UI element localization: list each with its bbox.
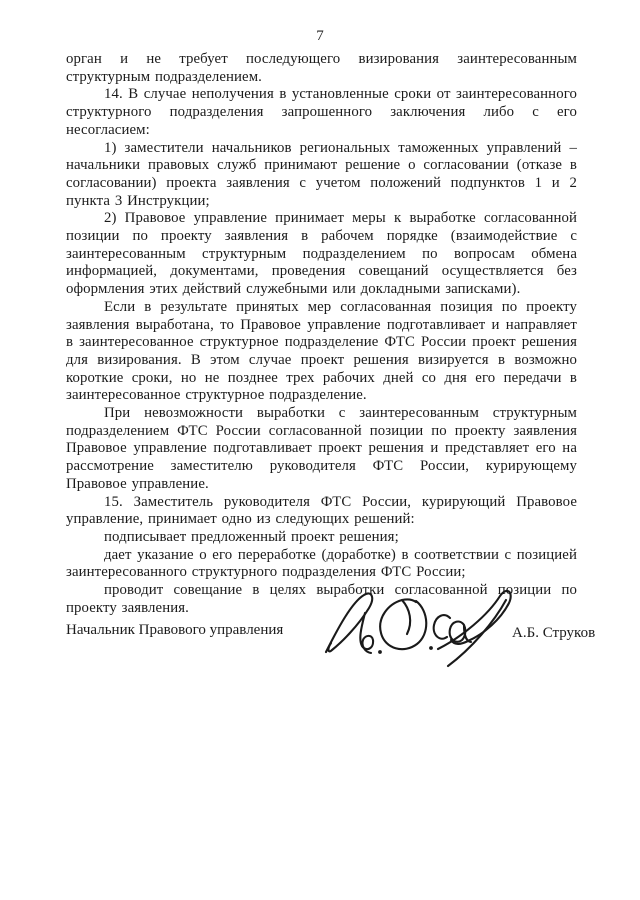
- page-number: 7: [316, 28, 324, 44]
- paragraph: 14. В случае неполучения в установленные сроки от заинтересованного структурного подразделения запрошенного заключения либо с его несогласием:: [66, 86, 577, 138]
- signatory-name: А.Б. Струков: [512, 625, 596, 641]
- signature-icon: [318, 588, 518, 673]
- paragraph: дает указание о его переработке (доработке) в соответствии с позицией заинтересованного структурного подразделения ФТС России;: [66, 546, 577, 581]
- signatory-role: Начальник Правового управления: [66, 622, 284, 638]
- paragraph: 15. Заместитель руководителя ФТС России, курирующий Правовое управление, принимает одно из следующих решений:: [66, 493, 577, 528]
- paragraph: орган и не требует последующего визирования заинтересованным структурным подразделением.: [66, 51, 577, 85]
- paragraph: подписывает предложенный проект решения;: [104, 528, 399, 545]
- paragraph: При невозможности выработки с заинтересованным структурным подразделением ФТС России согласованной позиции по проекту заявления Правовое управление подготавливает проект решения и представляет его на рассмотрение заместителю руководителя ФТС России, курирующему Правовое управление.: [66, 405, 577, 492]
- document-body: [66, 51, 577, 618]
- paragraph: проводит совещание в целях выработки согласованной позиции по проекту заявления.: [66, 582, 577, 616]
- paragraph: 1) заместители начальников региональных таможенных управлений – начальники правовых служб принимают решение о согласовании (отказе в согласовании) проекта заявления с учетом положений подпунктов 1 и 2 пункта 3 Инструкции;: [66, 139, 577, 209]
- paragraph: Если в результате принятых мер согласованная позиция по проекту заявления выработана, то Правовое управление подготавливает и направляет в заинтересованное структурное подразделение ФТС России проект решения для визирования. В этом случае проект решения визируется в возможно короткие сроки, но не позднее трех рабочих дней со дня его передачи в заинтересованное структурное подразделение.: [66, 298, 577, 404]
- paragraph: 2) Правовое управление принимает меры к выработке согласованной позиции по проекту заявления в рабочем порядке (взаимодействие с заинтересованным структурным подразделением по вопросам обмена информацией, документами, проведения совещаний осуществляется без оформления этих действий служебными или докладными записками).: [66, 210, 577, 298]
